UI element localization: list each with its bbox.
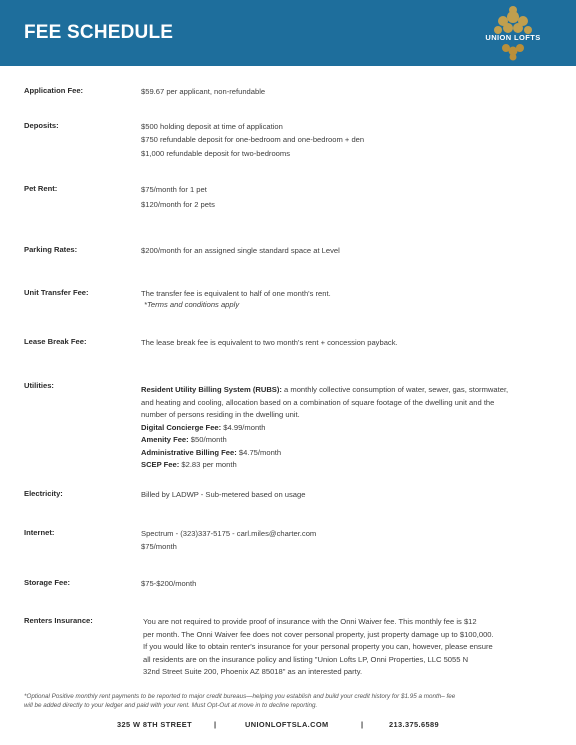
insurance-line: per month. The Onni Waiver fee does not cover personal property, just property damage up to $100,000.	[143, 629, 494, 639]
utilities-value	[141, 384, 561, 472]
pet-rent-line: $75/month for 1 pet	[141, 185, 207, 194]
unit-transfer-line: The transfer fee is equivalent to half of one month's rent.	[141, 289, 331, 298]
terms-note: *Terms and conditions apply	[144, 300, 240, 309]
footer-website[interactable]: UNIONLOFTSLA.COM	[245, 720, 329, 729]
storage-value	[141, 578, 561, 591]
pet-rent-value	[141, 184, 561, 211]
rubs-text: number of persons residing in the dwelling unit.	[141, 410, 300, 419]
utility-item	[141, 459, 561, 472]
utility-item-value: $2.83 per month	[179, 460, 237, 469]
logo-text: UNION LOFTS	[485, 33, 541, 42]
electricity-label: Electricity:	[24, 489, 63, 498]
parking-line: $200/month for an assigned single standard space at Level	[141, 246, 340, 255]
utility-item	[141, 434, 561, 447]
header-banner	[0, 0, 576, 66]
insurance-line: 32nd Street Suite 200, Phoenix AZ 85018" as an interested party.	[143, 667, 363, 676]
utility-item	[141, 447, 561, 460]
union-lofts-logo	[482, 3, 544, 63]
unit-transfer-label: Unit Transfer Fee:	[24, 288, 89, 297]
rubs-text: and heating and cooling, allocation based on a combination of square footage of the dwelling unit and the	[141, 397, 495, 407]
utility-item	[141, 422, 561, 435]
lease-break-line: The lease break fee is equivalent to two month's rent + concession payback.	[141, 338, 398, 347]
utility-item-name: SCEP Fee:	[141, 460, 180, 469]
footer-separator: |	[361, 720, 364, 729]
parking-label: Parking Rates:	[24, 245, 78, 254]
footer-phone[interactable]: 213.375.6589	[389, 720, 440, 729]
internet-line: $75/month	[141, 541, 177, 551]
application-fee-value	[141, 86, 561, 99]
insurance-line: You are not required to provide proof of insurance with the Onni Waiver fee. This monthly fee is $12	[143, 617, 477, 626]
footer-address: 325 W 8TH STREET	[117, 720, 192, 729]
utility-item-value: $4.99/month	[221, 422, 266, 432]
utility-item-value: $50/month	[188, 435, 227, 444]
footnote-line: *Optional Positive monthly rent payments to be reported to major credit bureaus—helping you establish and build your credit history for $1.95 a month– fee	[24, 693, 456, 700]
storage-line: $75-$200/month	[141, 579, 197, 588]
pet-rent-line: $120/month for 2 pets	[141, 199, 215, 209]
deposits-value	[141, 121, 561, 161]
parking-value	[141, 245, 561, 258]
insurance-line: If you would like to obtain renter's insurance for your personal property you can, however, please ensure	[143, 642, 493, 651]
footer	[0, 720, 576, 740]
utility-item-value: $4.75/month	[236, 447, 282, 457]
renters-insurance-label: Renters Insurance:	[24, 616, 93, 625]
utility-item-name: Amenity Fee:	[141, 435, 189, 444]
footnote	[24, 693, 554, 710]
electricity-value	[141, 489, 561, 502]
page-title: FEE SCHEDULE	[24, 22, 174, 43]
deposit-line: $500 holding deposit at time of application	[141, 122, 283, 131]
internet-label: Internet:	[24, 528, 55, 537]
application-fee-line: $59.67 per applicant, non-refundable	[141, 87, 266, 96]
rubs-text: a monthly collective consumption of water, sewer, gas, stormwater,	[281, 385, 509, 394]
electricity-line: Billed by LADWP - Sub-metered based on usage	[141, 490, 306, 499]
lease-break-value	[141, 337, 561, 350]
deposit-line: $1,000 refundable deposit for two-bedrooms	[141, 149, 291, 158]
pet-rent-label: Pet Rent:	[24, 184, 58, 193]
deposit-line: $750 refundable deposit for one-bedroom and one-bedroom + den	[141, 134, 365, 144]
renters-insurance-value	[143, 616, 563, 679]
lease-break-label: Lease Break Fee:	[24, 337, 87, 346]
internet-line: Spectrum - (323)337-5175 - carl.miles@charter.com	[141, 529, 317, 538]
application-fee-label: Application Fee:	[24, 86, 84, 95]
rubs-title: Resident Utility Billing System (RUBS):	[141, 385, 282, 394]
rubs-line	[141, 384, 561, 397]
insurance-line: all residents are on the insurance policy and listing "Union Lofts LP, Onni Properties, LLC 5055 N	[143, 654, 469, 664]
unit-transfer-value	[141, 288, 561, 310]
deposits-label: Deposits:	[24, 121, 59, 130]
internet-value	[141, 528, 561, 553]
footer-separator: |	[214, 720, 217, 729]
utilities-label: Utilities:	[24, 381, 54, 390]
storage-label: Storage Fee:	[24, 578, 70, 587]
utility-item-name: Digital Concierge Fee:	[141, 422, 222, 432]
footnote-line: will be added directly to your ledger and paid with your rent. Must Opt-Out at move in to decline reporting.	[24, 701, 318, 709]
utility-item-name: Administrative Billing Fee:	[141, 447, 237, 457]
